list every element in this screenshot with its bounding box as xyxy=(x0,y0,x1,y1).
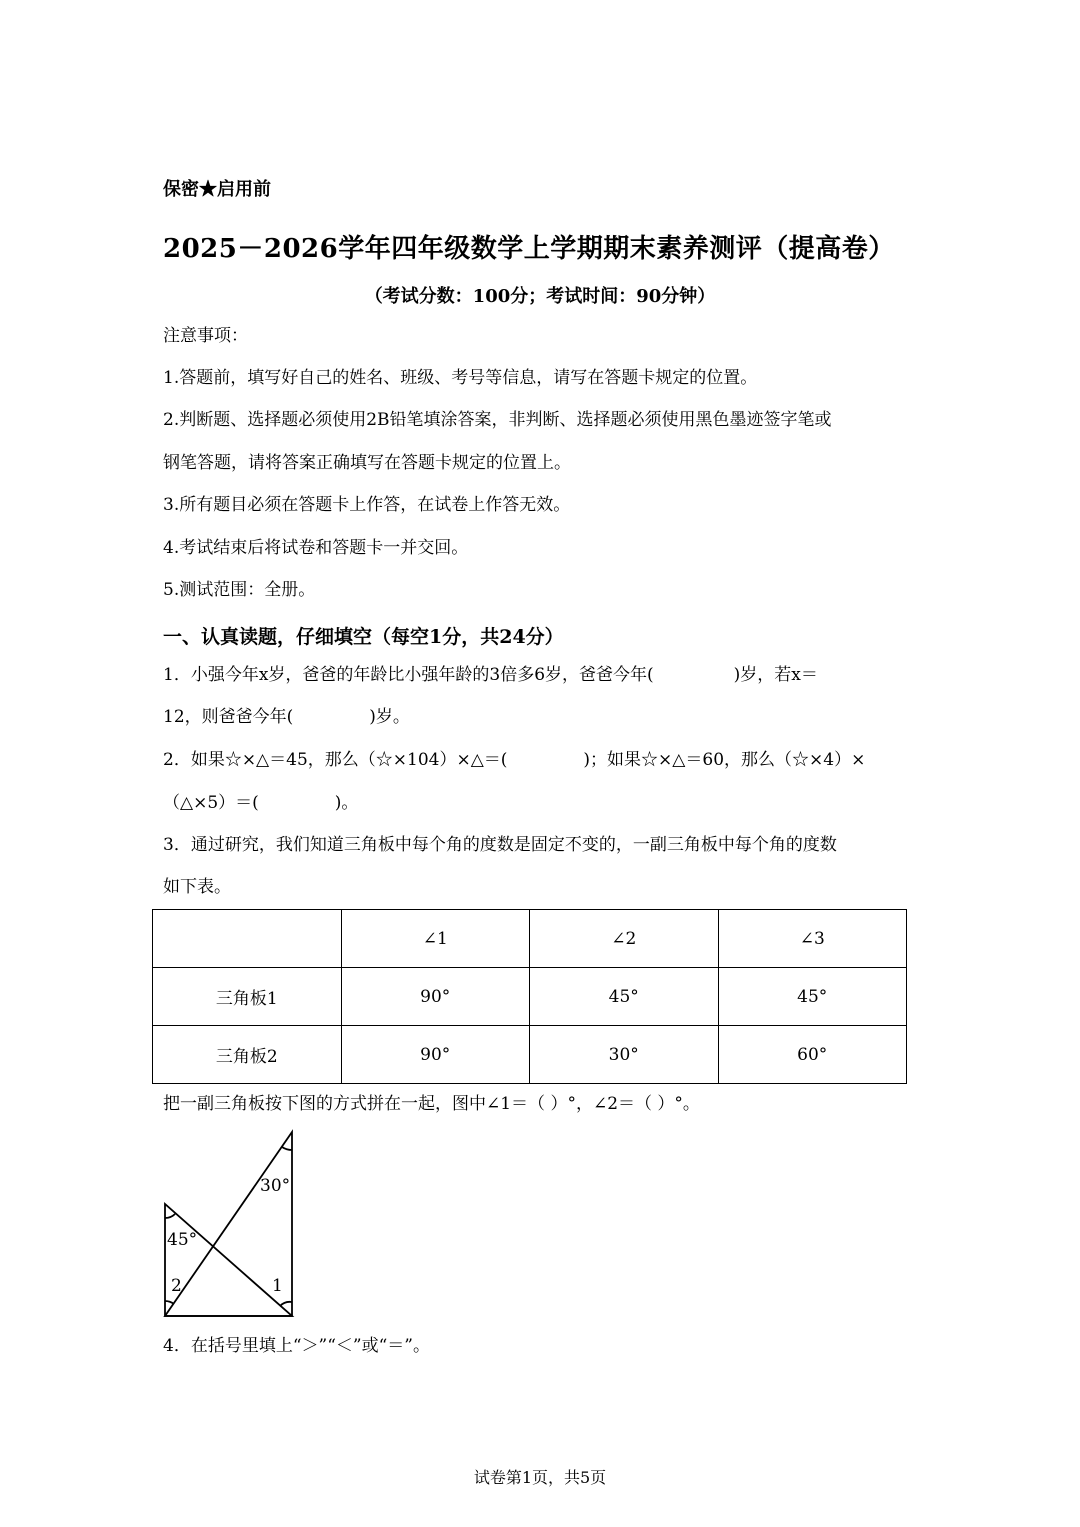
triangle-figure xyxy=(150,1125,310,1325)
notice-heading: 注意事项： xyxy=(163,326,248,346)
label-30-degrees: 30° xyxy=(260,1176,291,1196)
table-cell: 45° xyxy=(530,968,719,1026)
table-header-cell: ∠2 xyxy=(530,910,719,968)
table-cell: 90° xyxy=(341,1026,530,1084)
question-2-text-b: )；如果☆×△＝60，那么（☆×4）× xyxy=(583,750,866,770)
notice-item-1: 1.答题前，填写好自己的姓名、班级、考号等信息，请写在答题卡规定的位置。 xyxy=(163,368,758,388)
angle-table xyxy=(152,909,907,1084)
question-2-text-a: 2．如果☆×△＝45，那么（☆×104）×△＝( xyxy=(163,750,508,770)
table-cell: 三角板2 xyxy=(153,1026,342,1084)
angle-arc-30 xyxy=(282,1147,292,1150)
question-1-text-a: 1．小强今年x岁，爸爸的年龄比小强年龄的3倍多6岁，爸爸今年( xyxy=(163,665,654,685)
page-title: 2025－2026学年四年级数学上学期期末素养测评（提高卷） xyxy=(163,234,895,264)
table-cell: 30° xyxy=(530,1026,719,1084)
table-header-cell: ∠3 xyxy=(718,910,907,968)
question-2-text-c: （△×5）＝( xyxy=(163,793,259,813)
exam-info: （考试分数：100分；考试时间：90分钟） xyxy=(364,286,716,307)
angle-arc-2 xyxy=(165,1301,174,1304)
triangle-45-outline xyxy=(165,1204,292,1316)
table-row xyxy=(153,968,907,1026)
table-cell: 45° xyxy=(718,968,907,1026)
label-angle-1: 1 xyxy=(272,1276,283,1296)
label-45-degrees: 45° xyxy=(167,1230,198,1250)
table-cell: 三角板1 xyxy=(153,968,342,1026)
page-footer: 试卷第1页，共5页 xyxy=(473,1468,607,1487)
table-cell: 60° xyxy=(718,1026,907,1084)
table-cell: 90° xyxy=(341,968,530,1026)
notice-item-2-line-2: 钢笔答题，请将答案正确填写在答题卡规定的位置上。 xyxy=(163,453,571,473)
notice-item-2-line-1: 2.判断题、选择题必须使用2B铅笔填涂答案，非判断、选择题必须使用黑色墨迹签字笔或 xyxy=(163,410,832,430)
notice-item-5: 5.测试范围：全册。 xyxy=(163,580,316,600)
table-header-cell: ∠1 xyxy=(341,910,530,968)
question-2-text-d: )。 xyxy=(334,793,359,813)
question-1-text-d: )岁。 xyxy=(369,707,410,727)
question-3-line-2: 如下表。 xyxy=(163,877,231,897)
question-2-line-2 xyxy=(163,793,358,813)
question-1-text-b: )岁，若x＝ xyxy=(733,665,818,685)
confidential-label: 保密★启用前 xyxy=(163,179,271,200)
question-1-line-1 xyxy=(163,665,818,685)
question-1-line-2 xyxy=(163,707,410,727)
section-heading: 一、认真读题，仔细填空（每空1分，共24分） xyxy=(163,626,564,648)
table-header-row xyxy=(153,910,907,968)
notice-item-4: 4.考试结束后将试卷和答题卡一并交回。 xyxy=(163,538,469,558)
question-4: 4．在括号里填上“＞”“＜”或“＝”。 xyxy=(163,1336,430,1356)
table-header-cell xyxy=(153,910,342,968)
notice-item-3: 3.所有题目必须在答题卡上作答，在试卷上作答无效。 xyxy=(163,495,571,515)
question-1-text-c: 12，则爸爸今年( xyxy=(163,707,294,727)
question-3-line-1: 3．通过研究，我们知道三角板中每个角的度数是固定不变的，一副三角板中每个角的度数 xyxy=(163,835,837,855)
table-row xyxy=(153,1026,907,1084)
question-3-instruction: 把一副三角板按下图的方式拼在一起，图中∠1＝（ ）°，∠2＝（ ）°。 xyxy=(163,1094,700,1114)
label-angle-2: 2 xyxy=(171,1276,182,1296)
angle-arc-45 xyxy=(165,1214,175,1218)
question-2-line-1 xyxy=(163,750,865,770)
angle-arc-1 xyxy=(280,1302,292,1306)
